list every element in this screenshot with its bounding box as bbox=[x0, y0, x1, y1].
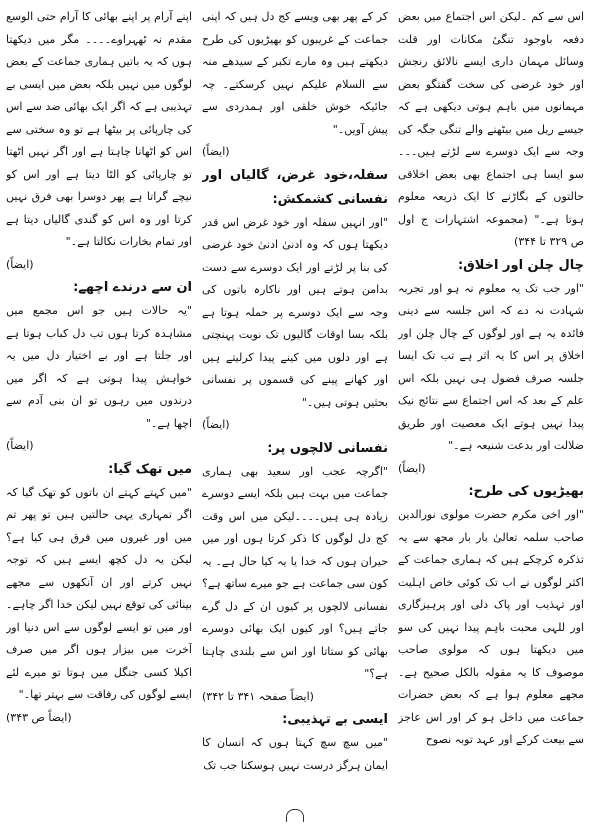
paragraph: "اور اخی مکرم حضرت مولوی نورالدین صاحب سلمہ تعالیٰ بار بار مجھ سے یہ تذکرہ کرچکے ہیں کہ ہماری جماعت کے اکثر لوگوں نے اب تک کوئی خاص اہلیت اور تہذیب اور پاک دلی اور پرہیزگاری اور للہی محبت باہم پیدا نہیں کی سو میں دیکھتا ہوں کہ مولوی صاحب موصوف کا یہ مقولہ بالکل صحیح ہے۔ مجھے معلوم ہوا ہے کہ بعض حضرات جماعت میں داخل ہو کر اور اس عاجز سے بیعت کرکے اور عہد توبہ نصوح bbox=[398, 508, 584, 746]
citation-ref: (ایضاً صفحہ ۳۴۱ تا ۳۴۲) bbox=[202, 689, 314, 703]
citation-ref: (ایضاً) bbox=[398, 461, 426, 475]
paragraph: اپنے آرام پر اپنے بھائی کا آرام حتی الوسع مقدم نہ ٹھہراوے۔۔۔۔ مگر میں دیکھتا ہوں کہ یہ باتیں ہماری جماعت کے بعض لوگوں میں نہیں بلکہ بعض میں ایسی بے تہذیبی ہے کہ اگر ایک بھائی ضد سے اس کی چارپائی پر بیٹھا ہے تو وہ سختی سے اس کو اٹھانا چاہتا ہے اور اگر نہیں اٹھتا تو چارپائی کو الٹا دیتا ہے اور اس کو نیچے گراتا ہے پھر دوسرا بھی فرق نہیں کرتا اور وہ اس کو گندی گالیاں دیتا ہے اور تمام بخارات نکالتا ہے۔" bbox=[6, 10, 192, 248]
section-heading: نفسانی لالچوں پر: bbox=[267, 440, 388, 456]
paragraph: "اگرچہ عجب اور سعید بھی ہماری جماعت میں بہت ہیں بلکہ ایسے دوسرے زیادہ ہی ہیں۔۔۔۔لیکن میں اس وقت کج دل لوگوں کا ذکر کرتا ہوں اور میں حیران ہوں کہ خدا یا یہ کیا حال ہے۔ یہ کون سی جماعت ہے جو میرے ساتھ ہے؟ نفسانی لالچوں پر کیوں ان کے دل گرے جاتے ہیں؟ اور کیوں ایک بھائی دوسرے بھائی کو ستاتا اور اس سے بلندی چاہتا ہے؟" bbox=[202, 464, 388, 680]
section-heading: میں تھک گیا: bbox=[108, 461, 192, 477]
section-heading: چال چلن اور اخلاق: bbox=[457, 257, 584, 273]
paragraph: "میں کہتے کہتے ان باتوں کو تھک گیا کہ اگر تمہاری یہی حالتیں ہیں تو پھر تم میں اور غیروں میں فرق ہی کیا ہے؟ لیکن یہ دل کچھ ایسے ہیں کہ توجہ نہیں کرتے اور ان آنکھوں سے مجھے بینائی کی توقع نہیں لیکن خدا اگر چاہے۔ اور میں تو ایسے لوگوں سے اس دنیا اور آخرت میں بیزار ہوں اگر میں صرف اکیلا کسی جنگل میں ہوتا تو میرے لئے ایسے لوگوں کی رفاقت سے بہتر تھا۔" bbox=[6, 485, 192, 701]
paragraph: "اور انہیں سفلہ اور خود غرض اس قدر دیکھتا ہوں کہ وہ ادنیٰ ادنیٰ خود غرضی کی بنا پر لڑتے اور ایک دوسرے سے دست بدامن ہوتے ہیں اور ناکارہ باتوں کی وجہ سے ایک دوسرے پر حملہ ہوتا ہے بلکہ بسا اوقات گالیوں تک نوبت پہنچتی ہے اور دلوں میں کینے پیدا کرلیتے ہیں اور کھانے پینے کی قسموں پر نفسانی بحثیں ہوتی ہیں۔" bbox=[202, 215, 388, 409]
section-heading: ایسی بے تہذیبی: bbox=[282, 712, 388, 727]
paragraph: "یہ حالات ہیں جو اس مجمع میں مشاہدہ کرتا ہوں تب دل کباب ہوتا ہے اور جلتا ہے اور بے اختیار دل میں یہ خواہش پیدا ہوتی ہے کہ اگر میں درندوں میں رہوں تو ان بنی آدم سے اچھا ہے۔" bbox=[6, 304, 192, 430]
page-number-badge bbox=[286, 809, 304, 822]
section-heading: ان سے درندے اچھے: bbox=[73, 280, 192, 295]
paragraph: "میں سچ سچ کہتا ہوں کہ انسان کا ایمان ہرگز درست نہیں ہوسکتا جب تک bbox=[202, 736, 388, 772]
citation-ref: (ایضاً) bbox=[6, 439, 34, 452]
column-left bbox=[6, 6, 192, 812]
column-right bbox=[398, 6, 584, 812]
citation-ref: (ایضاً) bbox=[6, 257, 34, 271]
paragraph: اس سے کم ۔لیکن اس اجتماع میں بعض دفعہ باوجود تنگیٔ مکانات اور قلت وسائل مہمان داری ایسے نالائق رنجش اور خود غرضی کی سخت گفتگو بعض مہمانوں میں باہم ہوتی دیکھی ہے کہ جیسے ریل میں بیٹھنے والے تنگی جگہ کی وجہ سے ایک دوسرے سے لڑتے ہیں۔۔۔سو ایسا ہی اجتماع بھی بعض اخلاقی حالتوں کے بگاڑنے کا ایک ذریعہ معلوم ہوتا ہے۔" (مجموعہ اشتہارات ج اول ص ۳۲۹ تا ۳۴۴) bbox=[398, 10, 584, 248]
paragraph: "اور جب تک یہ معلوم نہ ہو اور تجربہ شہادت نہ دے کہ اس جلسہ سے دینی فائدہ یہ ہے اور لوگوں کے چال چلن اور اخلاق پر اس کا یہ اثر ہے تب تک ایسا جلسہ صرف فضول ہی نہیں بلکہ اس علم کے بعد کہ اس اجتماع سے نتائج نیک پیدا نہیں ہوتے ایک معصیت اور طریق ضلالت اور بدعت شنیعہ ہے۔" bbox=[398, 281, 584, 452]
paragraph: کر کے پھر بھی ویسے کج دل ہیں کہ اپنی جماعت کے غریبوں کو بھیڑیوں کی طرح دیکھتے ہیں وہ مارے تکبر کے سیدھے منہ سے السلام علیکم نہیں کرسکتے۔ چہ جائیکہ خوش خلقی اور ہمدردی سے پیش آویں۔" bbox=[202, 10, 388, 136]
citation-ref: (ایضاً) bbox=[202, 418, 230, 431]
citation-ref: (ایضاً) bbox=[202, 145, 230, 158]
citation-ref: (ایضاً ص ۳۴۳) bbox=[6, 710, 72, 724]
section-heading: سفلہ،خود غرض، گالیاں اور نفسانی کشمکش: bbox=[202, 167, 388, 207]
text-columns bbox=[6, 6, 584, 812]
column-middle bbox=[202, 6, 388, 812]
section-heading: بھیڑیوں کی طرح: bbox=[468, 484, 584, 499]
